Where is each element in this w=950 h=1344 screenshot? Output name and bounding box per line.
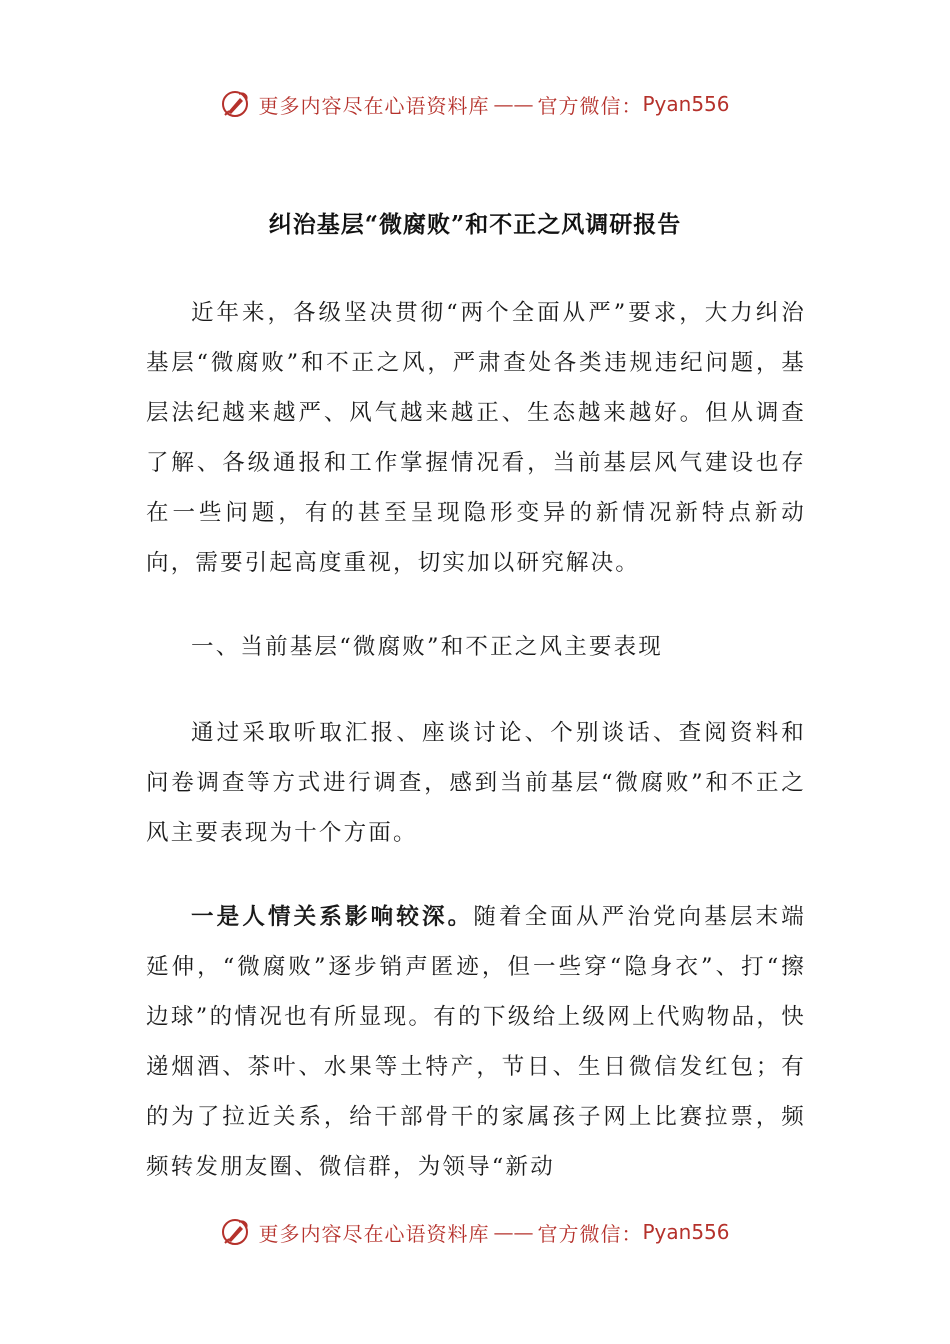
text-line: 近年来，各级坚决贯彻“两个全面从严”要求，大力: [191, 300, 756, 326]
document-title: 纠治基层“微腐败”和不正之风调研报告: [268, 211, 682, 238]
text-line: 上比赛拉票，频频转发朋友圈、微信群，为领导“新动: [146, 1104, 806, 1180]
text-line: 不正之风主要表现为十个方面。: [146, 770, 806, 846]
text-line: 纠治基层“微腐败”和不正之风，严肃查处各类违规违纪: [146, 300, 806, 376]
text-line: 通过采取听取汇报、座谈讨论、个别谈话、查阅资料: [191, 720, 782, 746]
watermark-separator: ——: [493, 92, 534, 116]
watermark-wechat-label: 官方微信：: [537, 93, 643, 118]
text-line: 信发红包；有的为了拉近关系，给干部骨干的家属孩子网: [146, 1054, 806, 1130]
point-one-lead: 一是人情关系影响较深。: [191, 904, 474, 930]
intro-paragraph: [146, 288, 806, 588]
method-paragraph: [146, 708, 806, 858]
watermark-separator: ——: [493, 1220, 534, 1244]
watermark-footer: [0, 1212, 950, 1252]
text-line: 新特点新动向，需要引起高度重视，切实加以研究解决。: [146, 500, 806, 576]
point-one-paragraph: [146, 892, 806, 1192]
watermark-header: [0, 84, 950, 124]
pen-circle-icon: [220, 89, 250, 119]
watermark-wechat-id: Pyan556: [642, 92, 730, 116]
watermark-text: 更多内容尽在心语资料库: [258, 93, 490, 118]
text-line: 打“擦边球”的情况也有所显现。有的下级给上级网上代: [146, 954, 806, 1030]
watermark-text: 更多内容尽在心语资料库: [258, 1221, 490, 1246]
text-line: 气建设也存在一些问题，有的甚至呈现隐形变异的新情况: [146, 450, 806, 526]
text-line: 购物品，快递烟酒、茶叶、水果等土特产，节日、生日微: [146, 1004, 806, 1080]
text-line: 随着全面从严治党向基层末: [473, 904, 782, 930]
watermark-wechat-id: Pyan556: [642, 1220, 730, 1244]
pen-circle-icon: [220, 1217, 250, 1247]
text-line: 和问卷调查等方式进行调查，感到当前基层“微腐败”和: [146, 720, 806, 796]
section-heading-block: [146, 622, 806, 672]
section-heading: 一、当前基层“微腐败”和不正之风主要表现: [191, 634, 664, 660]
watermark-wechat-label: 官方微信：: [537, 1221, 643, 1246]
text-line: 端延伸，“微腐败”逐步销声匿迹，但一些穿“隐身衣”、: [146, 904, 806, 980]
text-line: 问题，基层法纪越来越严、风气越来越正、生态越来越好。: [146, 350, 806, 426]
text-line: 但从调查了解、各级通报和工作掌握情况看，当前基层风: [146, 400, 806, 476]
